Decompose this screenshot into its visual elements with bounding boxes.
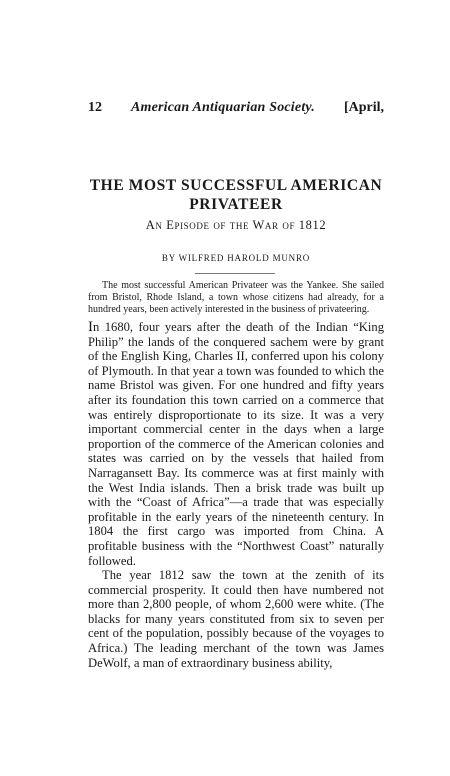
article-subtitle: An Episode of the War of 1812 (145, 218, 327, 232)
issue-month: [April, (343, 100, 384, 115)
paragraph: The year 1812 saw the town at the zenith of its commercial prosperity. It could then have numbered not more than 2,800 people, of whom 2,600 were white. (The blacks for many years constituted from six to seven per cent of the population, possibly because of the voyages to Africa.) The leading merchant of the town was James DeWolf, a man of extraordinary business ability, (88, 568, 384, 670)
article-title: THE MOST SUCCESSFUL AMERICAN PRIVATEER (89, 177, 383, 213)
article-body (88, 320, 384, 670)
running-head (88, 100, 384, 116)
divider (195, 273, 275, 274)
article-byline: BY WILFRED HAROLD MUNRO (161, 253, 311, 263)
paragraph: In 1680, four years after the death of the Indian “King Philip” the lands of the conquered sachem were by grant of the English King, Charles II, conferred upon his colony of Plymouth. In that year a town was founded to which the name Bristol was given. For one hundred and fifty years after its foundation this town carried on a commerce that was entirely disproportionate to its size. It was a very important commercial center in the days when a large proportion of the commerce of the American colonies and states was carried on by the vessels that hailed from Narragansett Bay. Its commerce was at first mainly with the West India islands. Then a brisk trade was built up with the “Coast of Africa”—a trade that was especially profitable in the early years of the nineteenth century. In 1804 the first cargo was imported from China. A profitable business with the “Northwest Coast” naturally followed. (88, 319, 384, 568)
journal-title: American Antiquarian Society. (130, 100, 315, 115)
page-number: 12 (88, 100, 102, 115)
article-abstract: The most successful American Privateer was the Yankee. She sailed from Bristol, Rhode Island, a town whose citizens had already, for a hundred years, been actively interested in the business of privateering. (88, 280, 384, 316)
